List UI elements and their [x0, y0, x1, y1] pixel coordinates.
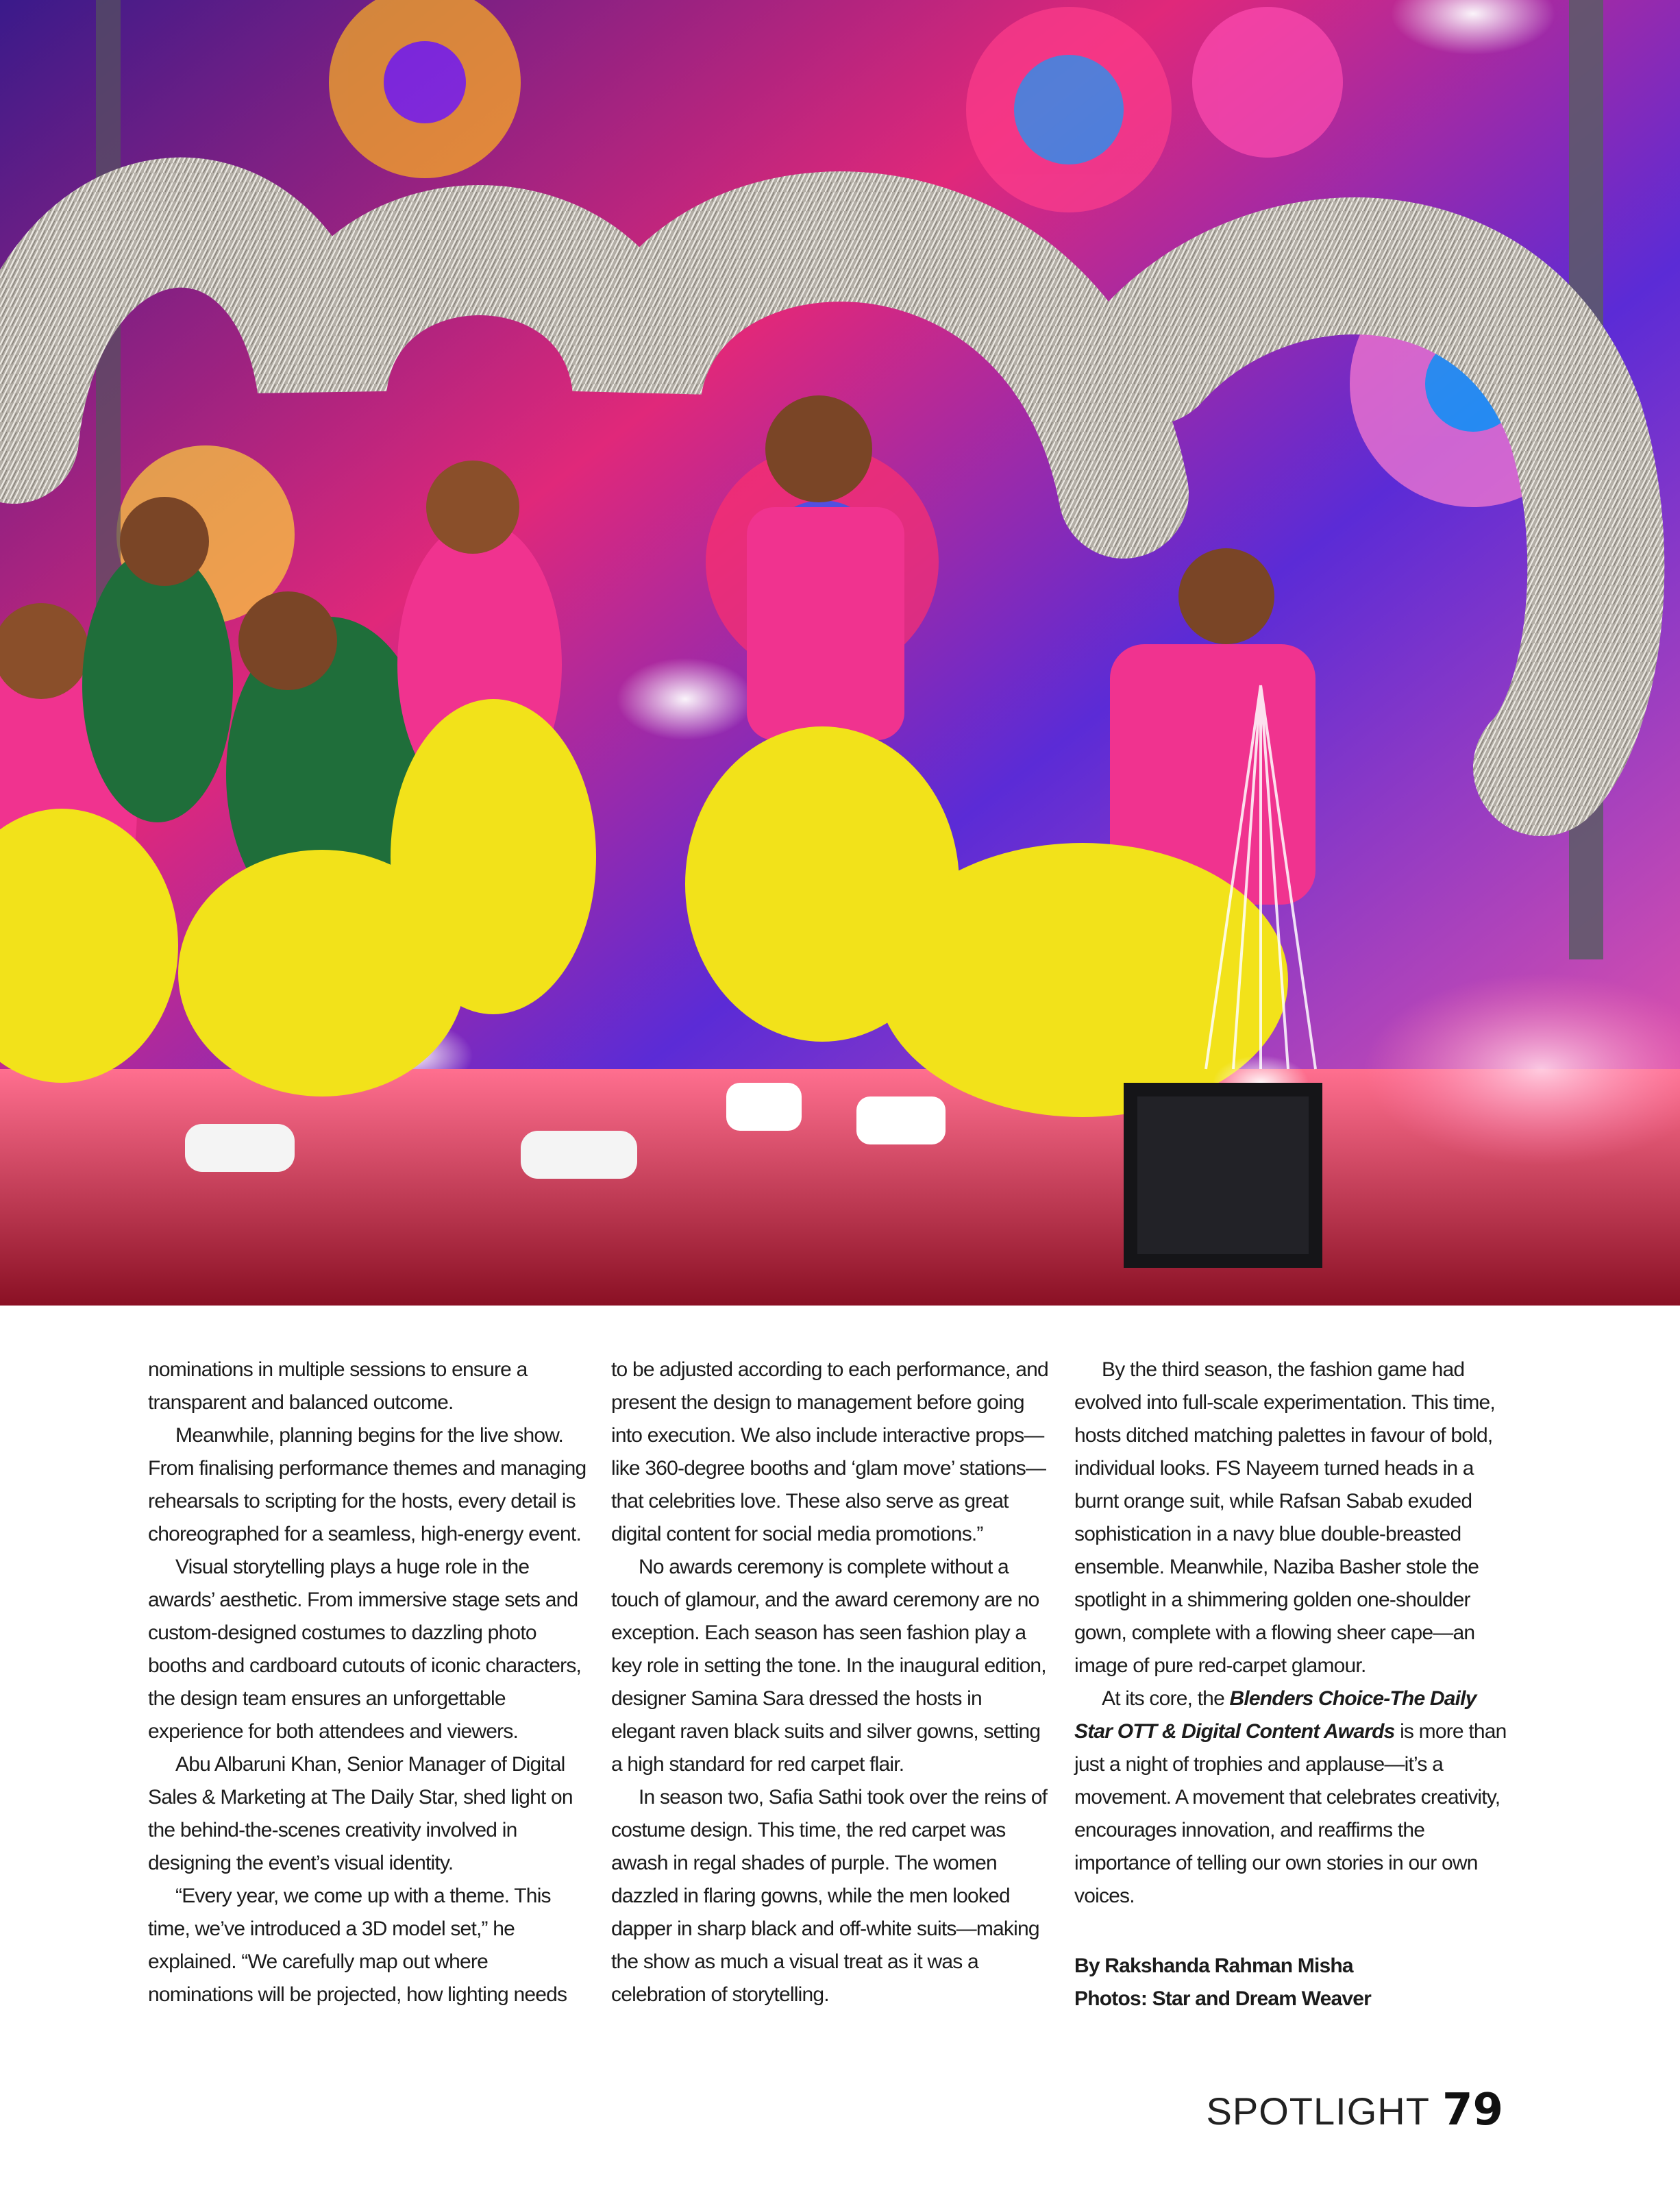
article-body — [148, 1353, 1518, 2039]
paragraph: By the third season, the fashion game had evolved into full-scale experimentation. This time, hosts ditched matching palettes in favour of bold, individual looks. FS Nayeem turned heads in a burnt orange suit, while Rafsan Sabab exuded sophistication in a navy blue double-breasted ensemble. Meanwhile, Naziba Basher stole the spotlight in a shimmering golden one-shoulder gown, complete with a flowing sheer cape—an image of pure red-carpet glamour. — [1074, 1358, 1495, 1677]
paragraph: In season two, Safia Sathi took over the reins of costume design. This time, the red carpet was awash in regal shades of purple. The women dazzled in flaring gowns, while the men looked dapper in sharp black and off-white suits—making the show as much a visual treat as it was a celebration of storytelling. — [611, 1786, 1048, 2006]
text-span: is more than just a night of trophies and applause—it’s a movement. A movement that celebrates creativity, encourages innovation, and reaffirms the importance of telling our own stories in our own voices. — [1074, 1720, 1507, 1907]
paragraph: Visual storytelling plays a huge role in the awards’ aesthetic. From immersive stage sets and custom-designed costumes to dazzling photo booths and cardboard cutouts of iconic characters, the design team ensures an unforgettable experience for both attendees and viewers. — [148, 1556, 582, 1743]
column-3 — [1074, 1353, 1513, 2016]
text-span: At its core, the — [1102, 1687, 1230, 1710]
paragraph: No awards ceremony is complete without a touch of glamour, and the award ceremony are no exception. Each season has seen fashion play a key role in setting the tone. In the inaugural edition, designer Samina Sara dressed the hosts in elegant raven black suits and silver gowns, setting a high standard for red carpet flair. — [611, 1556, 1046, 1776]
photo-credit: Photos: Star and Dream Weaver — [1074, 1987, 1372, 2010]
credits — [1074, 1950, 1513, 2016]
page-folio — [1207, 2085, 1503, 2140]
column-1 — [148, 1353, 586, 2011]
page-number: 79 — [1442, 2085, 1503, 2135]
paragraph: to be adjusted according to each performance, and present the design to management before going into execution. We also include interactive props—like 360-degree booths and ‘glam move’ stations—that celebrities love. These also serve as great digital content for social media promotions.” — [611, 1358, 1048, 1545]
paragraph: Meanwhile, planning begins for the live show. From finalising performance themes and managing rehearsals to scripting for the hosts, every detail is choreographed for a seamless, high-energy event. — [148, 1424, 586, 1545]
section-name: SPOTLIGHT — [1206, 2090, 1430, 2133]
paragraph: nominations in multiple sessions to ensure a transparent and balanced outcome. — [148, 1358, 528, 1414]
paragraph: “Every year, we come up with a theme. This time, we’ve introduced a 3D model set,” he explained. “We carefully map out where nominations will be projected, how lighting needs — [148, 1885, 567, 2006]
byline: By Rakshanda Rahman Misha — [1074, 1955, 1353, 1977]
paragraph — [1074, 1682, 1513, 1913]
column-2 — [611, 1353, 1050, 2011]
paragraph: Abu Albaruni Khan, Senior Manager of Digital Sales & Marketing at The Daily Star, shed light on the behind-the-scenes creativity involved in designing the event’s visual identity. — [148, 1753, 573, 1874]
award-name: Blenders Choice-The Daily Star OTT & Digital Content Awards — [1074, 1687, 1477, 1743]
